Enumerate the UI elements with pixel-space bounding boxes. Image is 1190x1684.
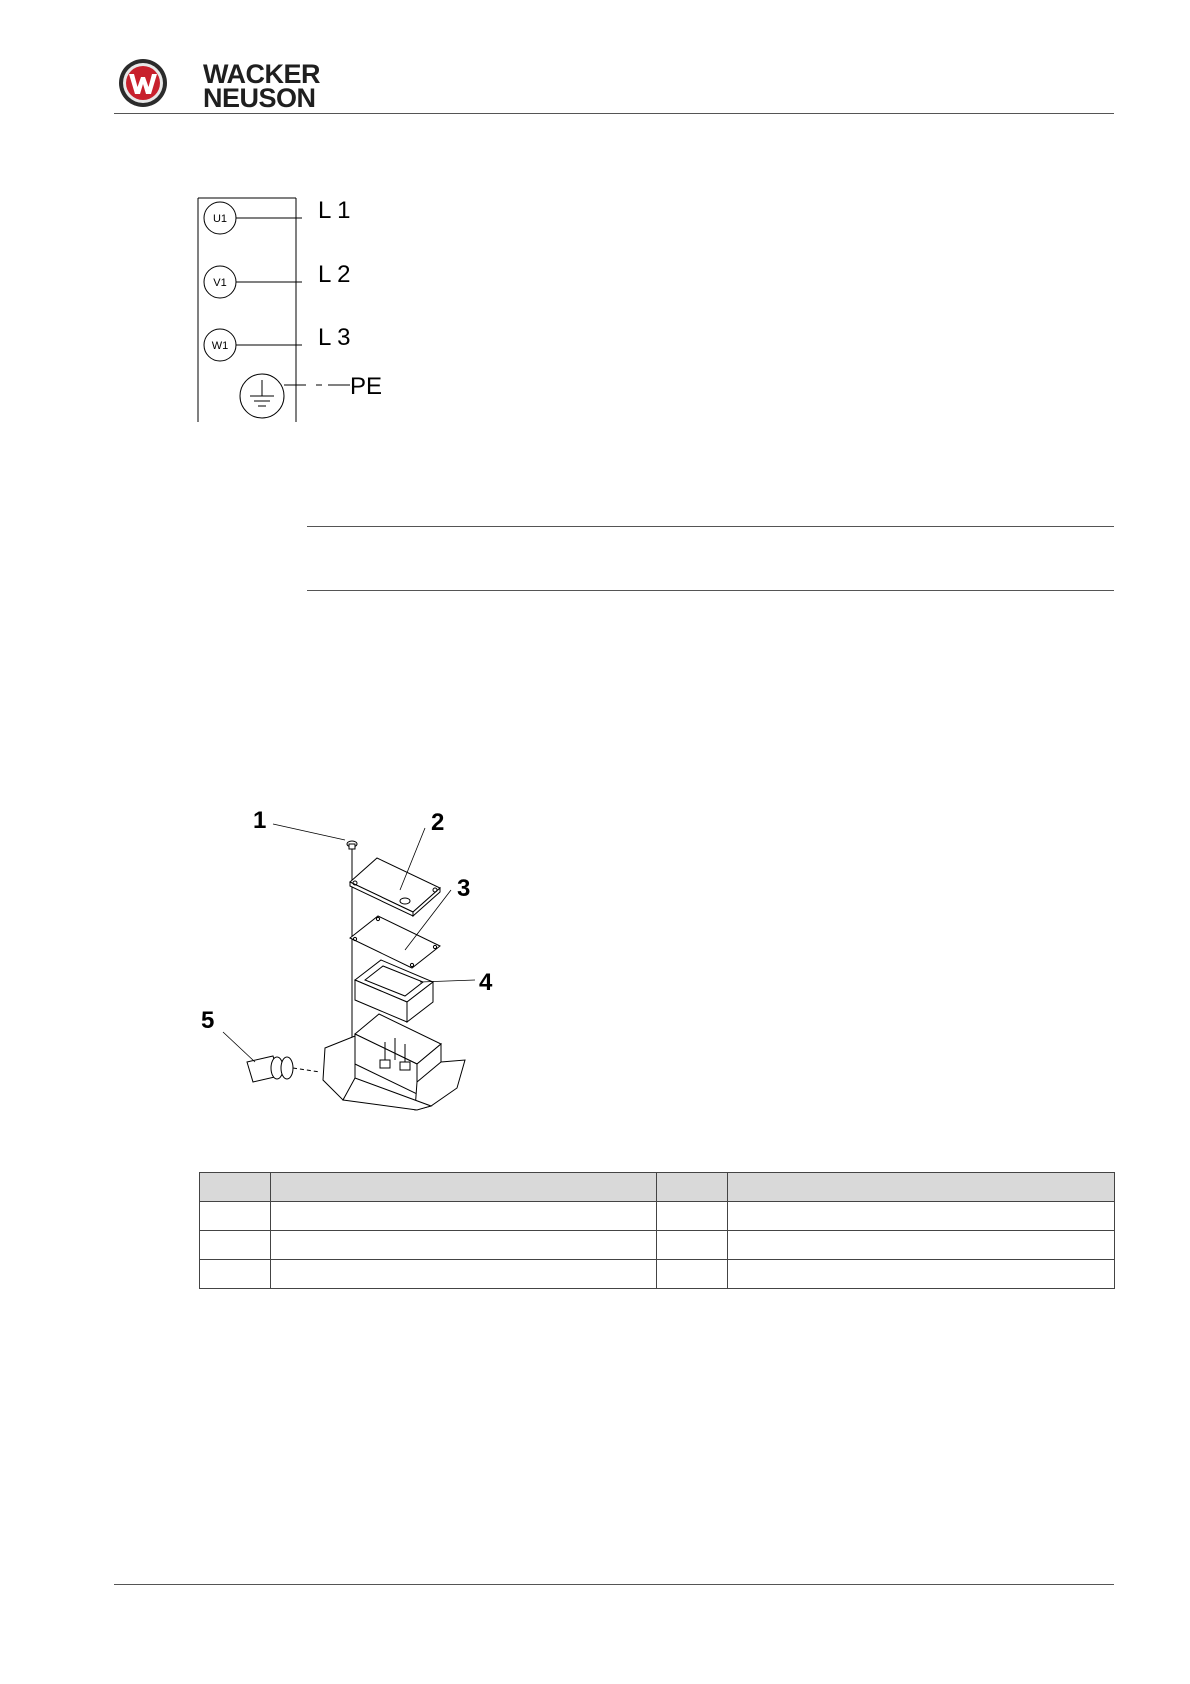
table-cell [728, 1202, 1115, 1231]
table-header-row [200, 1173, 1115, 1202]
cable-gland-part [247, 1056, 320, 1082]
parts-table [199, 1172, 1115, 1289]
table-cell [200, 1202, 271, 1231]
line-l2-label: L 2 [318, 261, 351, 288]
screw-part [347, 841, 357, 849]
table-cell [728, 1231, 1115, 1260]
brand-line-1: WACKER [203, 59, 320, 89]
table-row [200, 1202, 1115, 1231]
table-cell [200, 1231, 271, 1260]
table-cell [271, 1260, 657, 1289]
table-cell [657, 1260, 728, 1289]
callout-2: 2 [431, 810, 445, 836]
header-divider [114, 113, 1114, 114]
callout-3: 3 [457, 875, 471, 902]
ground-pe-label: PE [350, 373, 383, 400]
table-header-cell [657, 1173, 728, 1202]
table-cell [657, 1202, 728, 1231]
housing-base-part [323, 1014, 465, 1110]
line-l1-label: L 1 [318, 197, 351, 224]
terminal-w1-label: W1 [211, 340, 229, 352]
terminal-v1 [204, 261, 350, 298]
terminal-u1-label: U1 [212, 213, 228, 225]
callout-1: 1 [253, 810, 267, 834]
gasket-part [350, 916, 440, 968]
terminal-w1 [204, 324, 350, 361]
table-cell [271, 1231, 657, 1260]
footer-divider [114, 1584, 1114, 1585]
brand-line-2: NEUSON [203, 83, 316, 114]
note-bottom-rule [307, 590, 1114, 591]
callout-5: 5 [201, 1007, 215, 1034]
terminal-u1 [204, 197, 350, 234]
table-header-cell [200, 1173, 271, 1202]
table-cell [728, 1260, 1115, 1289]
frame-part [355, 960, 433, 1022]
terminal-v1-label: V1 [213, 277, 227, 289]
cover-part [350, 858, 440, 916]
wacker-neuson-logo-icon [118, 58, 168, 108]
table-cell [657, 1231, 728, 1260]
table-cell [200, 1260, 271, 1289]
table-row [200, 1231, 1115, 1260]
note-top-rule [307, 526, 1114, 527]
table-row [200, 1260, 1115, 1289]
table-header-cell [728, 1173, 1115, 1202]
terminal-wiring-diagram [190, 190, 430, 430]
ground-terminal [240, 373, 382, 418]
callout-4: 4 [479, 969, 493, 996]
brand-wordmark [203, 59, 323, 114]
table-cell [271, 1202, 657, 1231]
junction-box-exploded-view [195, 810, 525, 1140]
table-header-cell [271, 1173, 657, 1202]
line-l3-label: L 3 [318, 324, 351, 351]
